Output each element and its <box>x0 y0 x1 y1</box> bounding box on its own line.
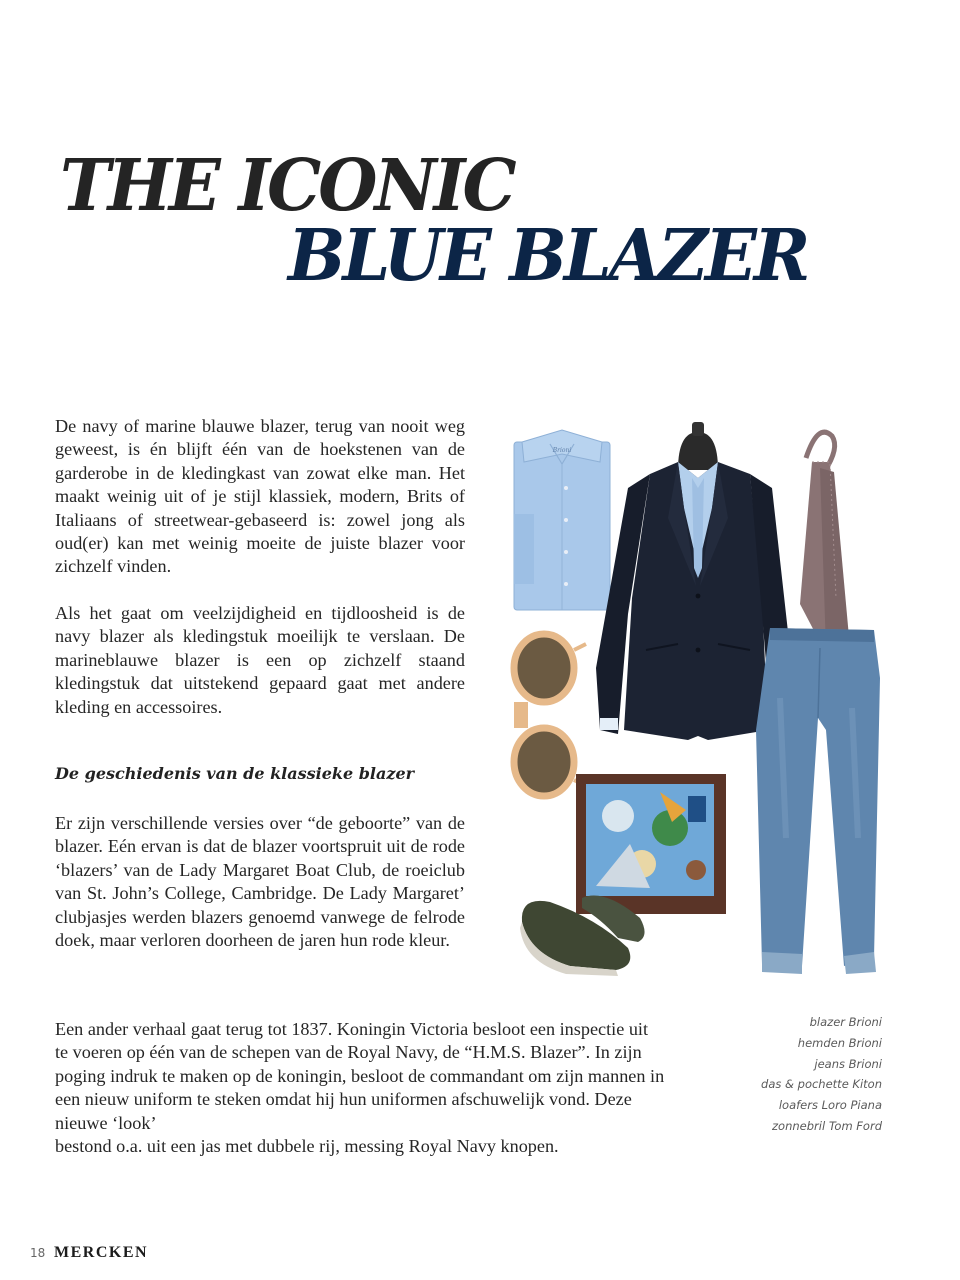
victoria-paragraph-text: Een ander verhaal gaat terug tot 1837. Koningin Victoria besloot een inspectie uit te voeren op één van de schepen van de Royal Navy, de “H.M.S. Blazer”. In zijn poging indruk te maken op de koningin, besloot de commandant om zijn mannen in een nieuw uniform te steken omdat hij hun uniformen afschuwelijk vond. Deze nieuwe ‘look’ <box>55 1019 665 1133</box>
outfit-collage <box>500 418 890 993</box>
intro-paragraph: De navy of marine blauwe blazer, terug van nooit weg geweest, is én blijft één van de hoekstenen van de garderobe in de kledingkast van zowat elke man. Het maakt weinig uit of je stijl klassiek, modern, Brits of Italiaans of streetwear-gebaseerd is: zowel jong als oud(er) kan met weinig moeite de juiste blazer voor zichzelf vinden. <box>55 416 465 577</box>
mannequin <box>678 422 718 470</box>
shirt-label: Brioni <box>552 447 572 454</box>
dress-shirt <box>514 430 610 610</box>
history-paragraph: Er zijn verschillende versies over “de geboorte” van de blazer. Eén ervan is dat de blazer voortspruit uit de rode ‘blazers’ van de Lady Margaret Boat Club, de roeiclub van St. John’s College, Cambridge. De Lady Margaret’ clubjasjes werden blazers genoemd vanwege de felrode doek, maar verloren doorheen de jaren hun rode kleur. <box>55 813 465 951</box>
pocket-square <box>576 774 726 914</box>
page-number: 18 <box>30 1246 46 1260</box>
victoria-paragraph <box>55 1018 665 1158</box>
credit-sunglasses: zonnebril Tom Ford <box>772 1118 882 1133</box>
title-line-2: BLUE BLAZER <box>288 214 808 298</box>
jeans <box>756 628 880 974</box>
sunglasses <box>514 634 586 796</box>
credit-tie-pochette: das & pochette Kiton <box>761 1077 882 1092</box>
suede-loafers <box>520 896 645 977</box>
credit-loafers: loafers Loro Piana <box>778 1098 882 1113</box>
product-credits <box>761 1012 882 1137</box>
title-line-1: THE ICONIC <box>60 144 514 228</box>
magazine-brand: MERCKEN <box>54 1244 149 1261</box>
credit-jeans: jeans Brioni <box>814 1056 882 1071</box>
versatility-paragraph: Als het gaat om veelzijdigheid en tijdloosheid is de navy blazer als kledingstuk moeilijk te verslaan. De marineblauwe blazer is een op zichzelf staand kledingstuk dat uitstekend gepaard gaat met andere kleding en accessoires. <box>55 603 465 717</box>
credit-shirt: hemden Brioni <box>797 1035 882 1050</box>
history-subheading: De geschiedenis van de klassieke blazer <box>55 764 415 783</box>
victoria-paragraph-end: bestond o.a. uit een jas met dubbele rij, messing Royal Navy knopen. <box>55 1136 559 1157</box>
credit-blazer: blazer Brioni <box>809 1015 882 1029</box>
